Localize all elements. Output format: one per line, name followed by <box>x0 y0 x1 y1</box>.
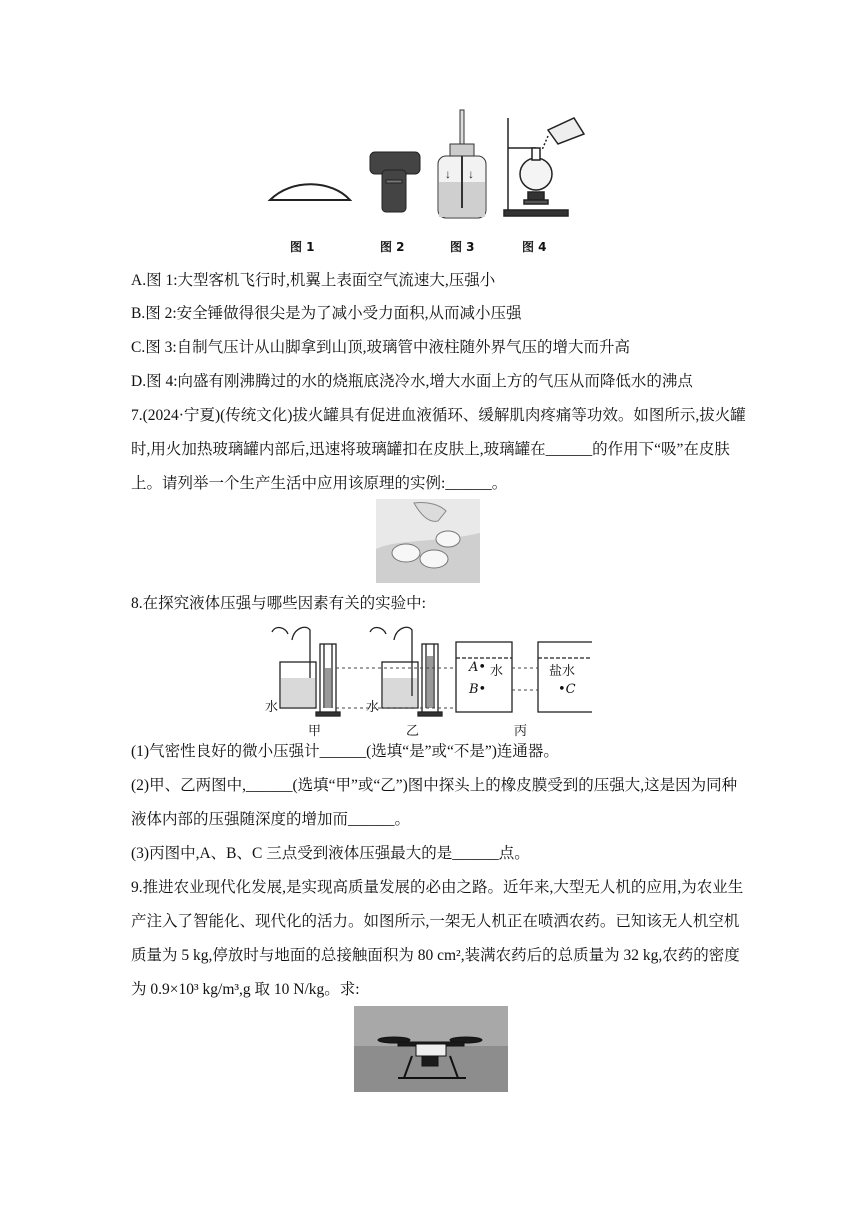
figure-caption-1: 图 1 <box>290 240 315 254</box>
q9-line-1: 9.推进农业现代化发展,是实现高质量发展的必由之路。近年来,大型无人机的应用,为农业生 <box>131 879 744 896</box>
point-a-label: A• <box>469 660 487 675</box>
figure-caption-3: 图 3 <box>450 240 475 254</box>
q9-line-3: 质量为 5 kg,停放时与地面的总接触面积为 80 cm²,装满农药后的总质量为 32 kg,农药的密度 <box>131 947 740 964</box>
figure-row-1-4 <box>262 108 602 258</box>
q8-part-3: (3)丙图中,A、B、C 三点受到液体压强最大的是______点。 <box>131 845 530 862</box>
caption-bing: 丙 <box>514 724 528 739</box>
point-b-label: B• <box>469 682 487 697</box>
q8-intro: 8.在探究液体压强与哪些因素有关的实验中: <box>131 595 426 612</box>
figure-caption-4: 图 4 <box>522 240 547 254</box>
q7-line-1: 7.(2024·宁夏)(传统文化)拔火罐具有促进血液循环、缓解肌肉疼痛等功效。如图所示,拔火罐 <box>131 407 746 424</box>
wing-airfoil <box>270 184 350 200</box>
point-c-label: •C <box>558 682 576 697</box>
q6-option-b: B.图 2:安全锤做得很尖是为了减小受力面积,从而减小压强 <box>131 305 522 322</box>
q9-line-4: 为 0.9×10³ kg/m³,g 取 10 N/kg。求: <box>131 981 360 998</box>
q6-option-d: D.图 4:向盛有刚沸腾过的水的烧瓶底浇冷水,增大水面上方的气压从而降低水的沸点 <box>131 373 693 390</box>
q8-part-1: (1)气密性良好的微小压强计______(选填“是”或“不是”)连通器。 <box>131 743 559 760</box>
svg-text:↓: ↓ <box>445 167 451 181</box>
q6-option-c: C.图 3:自制气压计从山脚拿到山顶,玻璃管中液柱随外界气压的增大而升高 <box>131 339 631 356</box>
water-label-jia: 水 <box>265 700 279 715</box>
apparatus-yi <box>370 627 442 716</box>
apparatus-jia <box>272 627 340 716</box>
cupping-photo <box>376 499 480 583</box>
svg-text:↓: ↓ <box>468 167 474 181</box>
q9-line-2: 产注入了智能化、现代化的活力。如图所示,一架无人机正在喷洒农药。已知该无人机空机 <box>131 913 740 930</box>
figures-1-4-drawing <box>262 108 602 258</box>
bottle-barometer <box>438 110 486 218</box>
flask-stand <box>504 118 584 216</box>
pressure-experiment-figure <box>262 620 592 740</box>
drone-photo <box>354 1006 508 1092</box>
q6-option-a: A.图 1:大型客机飞行时,机翼上表面空气流速大,压强小 <box>131 272 496 289</box>
water-label-yi: 水 <box>366 700 380 715</box>
q8-part-2-line-1: (2)甲、乙两图中,______(选填“甲”或“乙”)图中探头上的橡皮膜受到的压强大,这是因为同种 <box>131 777 738 794</box>
q8-part-2-line-2: 液体内部的压强随深度的增加而______。 <box>131 811 411 828</box>
caption-yi: 乙 <box>406 724 420 739</box>
caption-jia: 甲 <box>308 724 322 739</box>
safety-hammer <box>370 152 420 212</box>
salt-water-label: 盐水 <box>549 664 576 679</box>
q7-line-2: 时,用火加热玻璃罐内部后,迅速将玻璃罐扣在皮肤上,玻璃罐在______的作用下“吸”在皮肤 <box>131 441 730 458</box>
q7-line-3: 上。请列举一个生产生活中应用该原理的实例:______。 <box>131 475 508 492</box>
water-label-bing: 水 <box>490 664 504 679</box>
figure-caption-2: 图 2 <box>380 240 405 254</box>
